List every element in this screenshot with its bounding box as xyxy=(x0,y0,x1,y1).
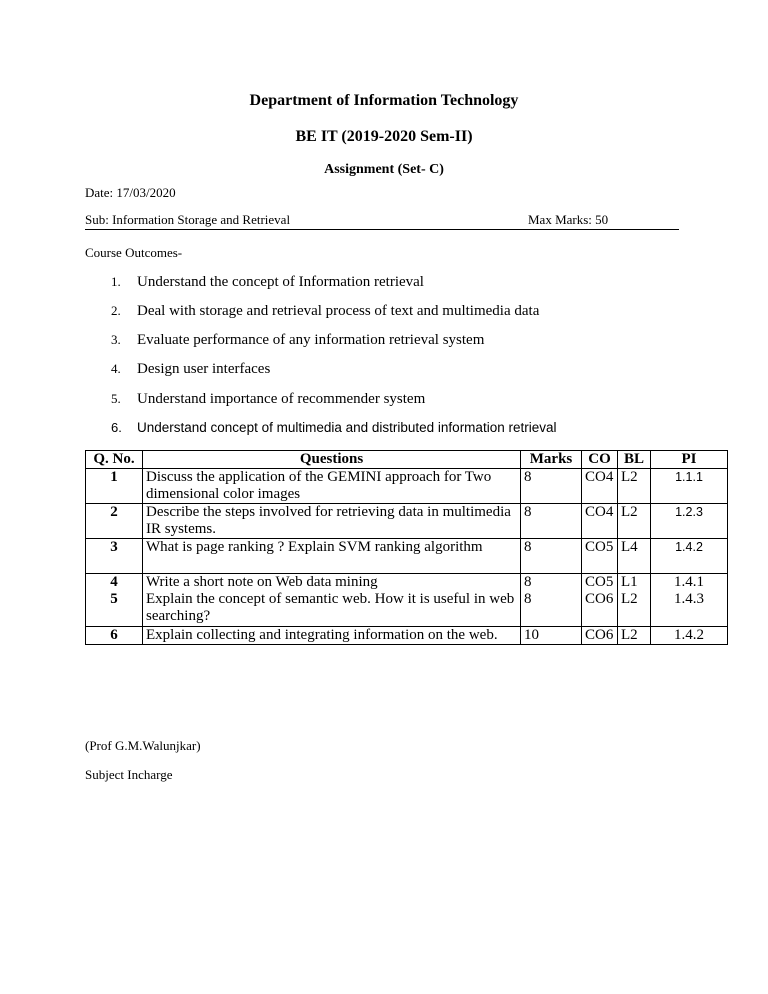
header-questions: Questions xyxy=(143,451,521,469)
assignment-title: Assignment (Set- C) xyxy=(324,162,444,177)
header-bl: BL xyxy=(618,451,651,469)
pi: 1.4.1 xyxy=(651,574,728,592)
outcome-text: Design user interfaces xyxy=(137,361,271,377)
qno: 3 xyxy=(86,539,143,574)
pi: 1.4.2 xyxy=(651,626,728,644)
outcome-text: Evaluate performance of any information retrieval system xyxy=(137,332,485,348)
table-row xyxy=(86,504,728,539)
outcome-number: 3. xyxy=(111,332,121,347)
marks: 8 xyxy=(521,504,582,539)
outcome-item xyxy=(111,332,484,349)
signatory-name: (Prof G.M.Walunjkar) xyxy=(85,738,201,753)
questions-table xyxy=(85,450,728,645)
course-outcomes-label: Course Outcomes- xyxy=(85,245,183,260)
bl: L2 xyxy=(618,469,651,504)
marks: 8 xyxy=(521,469,582,504)
question: Explain collecting and integrating information on the web. xyxy=(143,626,521,644)
question: Describe the steps involved for retrieving data in multimedia IR systems. xyxy=(143,504,521,539)
outcome-item xyxy=(111,391,425,408)
marks: 8 xyxy=(521,574,582,592)
co: CO4 xyxy=(582,504,618,539)
co: CO6 xyxy=(582,591,618,626)
marks: 10 xyxy=(521,626,582,644)
marks: 8 xyxy=(521,539,582,574)
qno: 1 xyxy=(86,469,143,504)
outcome-text: Understand the concept of Information retrieval xyxy=(137,274,424,290)
bl: L2 xyxy=(618,504,651,539)
header-co: CO xyxy=(582,451,618,469)
bl: L1 xyxy=(618,574,651,592)
date: Date: 17/03/2020 xyxy=(85,185,176,200)
question: Explain the concept of semantic web. How it is useful in web searching? xyxy=(143,591,521,626)
qno: 4 xyxy=(86,574,143,592)
qno: 5 xyxy=(86,591,143,626)
pi: 1.1.1 xyxy=(651,469,728,504)
outcome-item xyxy=(111,274,424,291)
outcome-number: 6. xyxy=(111,420,122,435)
outcome-number: 2. xyxy=(111,303,121,318)
table-header-row xyxy=(86,451,728,469)
bl: L2 xyxy=(618,591,651,626)
course-title: BE IT (2019-2020 Sem-II) xyxy=(295,128,473,145)
max-marks: Max Marks: 50 xyxy=(528,212,609,227)
signatory-role: Subject Incharge xyxy=(85,767,173,782)
table-row xyxy=(86,469,728,504)
outcome-item xyxy=(111,303,539,320)
question: What is page ranking ? Explain SVM ranking algorithm xyxy=(143,539,521,574)
qno: 6 xyxy=(86,626,143,644)
table-row xyxy=(86,539,728,574)
co: CO5 xyxy=(582,539,618,574)
table-row xyxy=(86,591,728,626)
divider xyxy=(85,229,679,230)
question: Write a short note on Web data mining xyxy=(143,574,521,592)
co: CO4 xyxy=(582,469,618,504)
outcome-number: 5. xyxy=(111,391,121,406)
table-row xyxy=(86,626,728,644)
department-title: Department of Information Technology xyxy=(249,92,519,109)
outcome-item xyxy=(111,420,556,435)
outcome-text: Understand importance of recommender system xyxy=(137,391,426,407)
header-qno: Q. No. xyxy=(86,451,143,469)
marks: 8 xyxy=(521,591,582,626)
outcome-number: 4. xyxy=(111,361,121,376)
outcome-item xyxy=(111,361,270,378)
qno: 2 xyxy=(86,504,143,539)
pi: 1.4.2 xyxy=(651,539,728,574)
bl: L2 xyxy=(618,626,651,644)
co: CO5 xyxy=(582,574,618,592)
header-pi: PI xyxy=(651,451,728,469)
bl: L4 xyxy=(618,539,651,574)
question: Discuss the application of the GEMINI approach for Two dimensional color images xyxy=(143,469,521,504)
outcome-number: 1. xyxy=(111,274,121,289)
pi: 1.2.3 xyxy=(651,504,728,539)
co: CO6 xyxy=(582,626,618,644)
table-row xyxy=(86,574,728,592)
pi: 1.4.3 xyxy=(651,591,728,626)
subject: Sub: Information Storage and Retrieval xyxy=(85,212,291,227)
header-marks: Marks xyxy=(521,451,582,469)
outcome-text: Understand concept of multimedia and distributed information retrieval xyxy=(137,420,557,435)
outcome-text: Deal with storage and retrieval process of text and multimedia data xyxy=(137,303,540,319)
